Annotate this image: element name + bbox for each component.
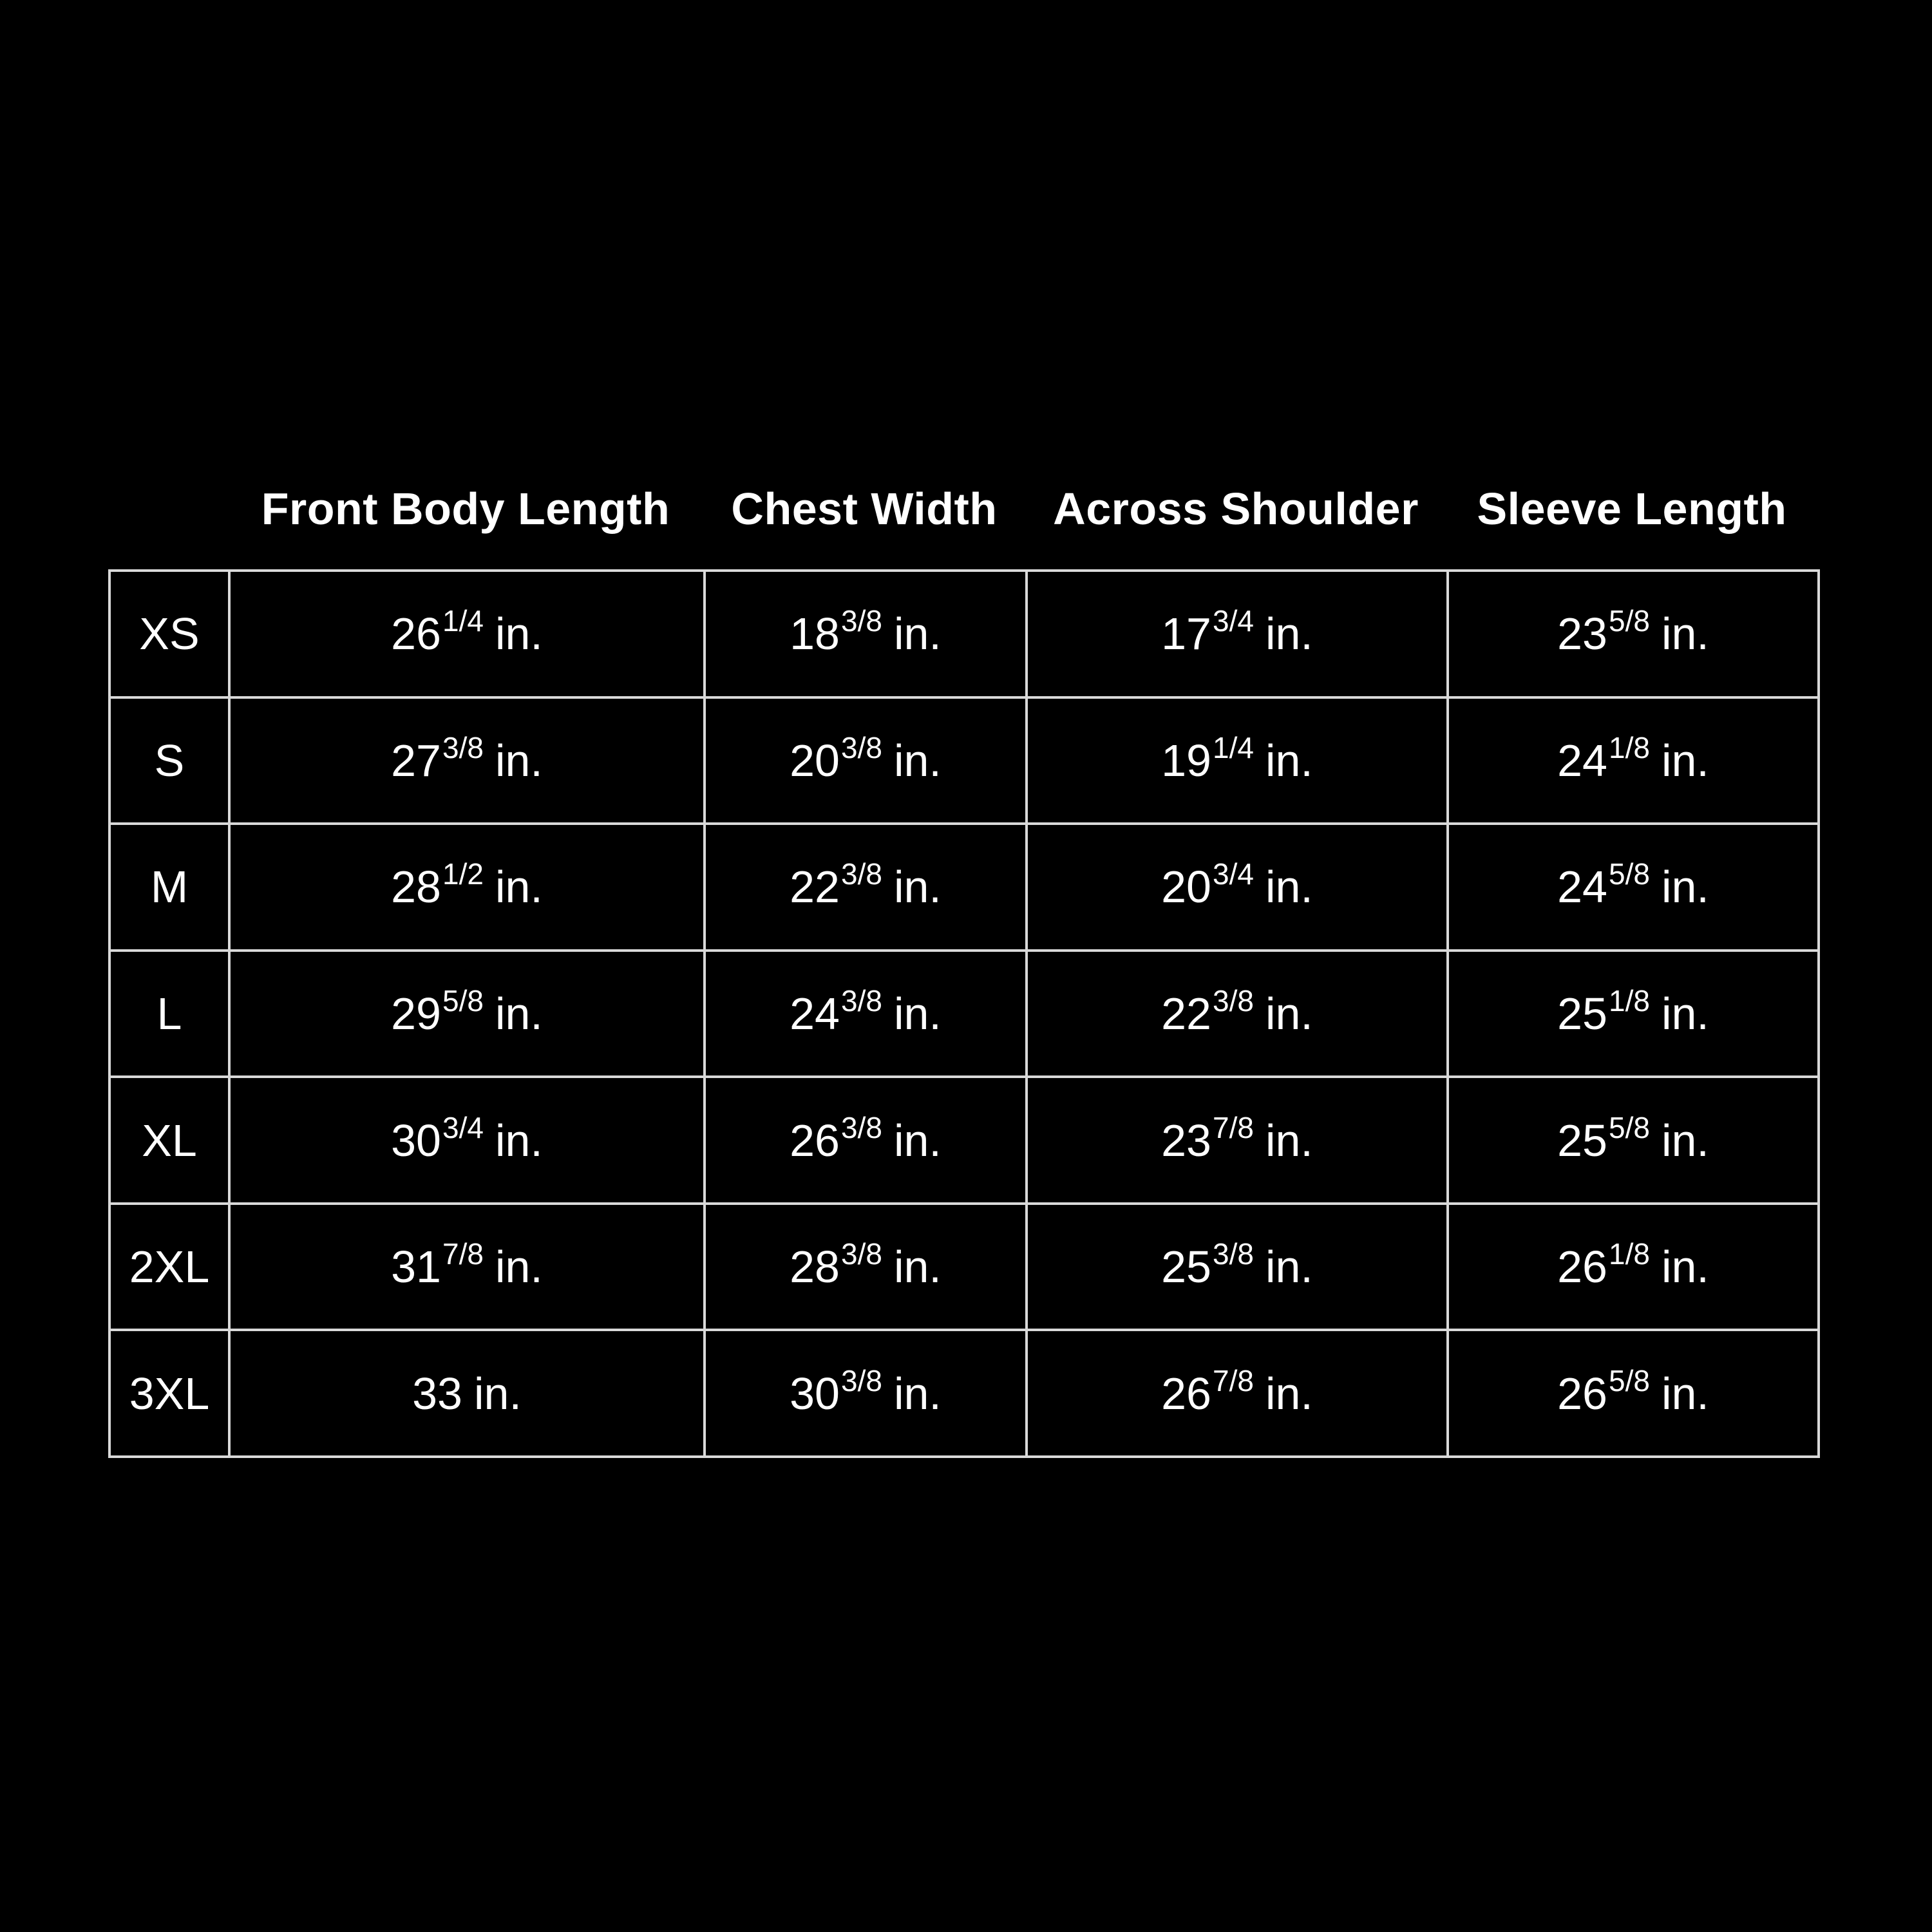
measurement-unit: in. — [1265, 735, 1313, 786]
measurement-cell — [229, 1077, 705, 1204]
size-label: L — [109, 951, 229, 1077]
column-header: Front Body Length — [261, 484, 670, 534]
measurement-cell — [229, 571, 705, 697]
table-row — [109, 697, 1819, 824]
measurement-cell — [1448, 1204, 1819, 1331]
measurement-whole: 30 — [790, 1368, 840, 1419]
measurement-cell — [1027, 951, 1448, 1077]
measurement-whole: 19 — [1161, 735, 1211, 786]
measurement-fraction: 3/8 — [840, 1110, 882, 1144]
measurement-unit: in. — [1265, 988, 1313, 1039]
measurement-unit: in. — [1265, 1115, 1313, 1166]
measurement-whole: 26 — [790, 1115, 840, 1166]
measurement-fraction: 5/8 — [1608, 1110, 1650, 1144]
size-label: 2XL — [109, 1204, 229, 1331]
measurement-fraction: 3/4 — [1212, 604, 1254, 638]
measurement-cell — [1448, 1077, 1819, 1204]
measurement-unit: in. — [495, 1115, 543, 1166]
measurement-whole: 26 — [391, 609, 441, 659]
measurement-fraction: 1/8 — [1608, 730, 1650, 764]
measurement-unit: in. — [1661, 1242, 1709, 1293]
measurement-unit: in. — [1265, 1242, 1313, 1293]
measurement-fraction: 5/8 — [442, 983, 484, 1018]
measurement-fraction: 3/4 — [1212, 857, 1254, 891]
table-row — [109, 1204, 1819, 1331]
measurement-cell — [229, 1204, 705, 1331]
column-header: Chest Width — [731, 484, 998, 534]
measurement-fraction: 7/8 — [1212, 1363, 1254, 1397]
measurement-unit: in. — [495, 988, 543, 1039]
measurement-whole: 23 — [1557, 609, 1607, 659]
table-row — [109, 824, 1819, 951]
measurement-fraction: 7/8 — [1212, 1110, 1254, 1144]
measurement-fraction: 3/8 — [840, 983, 882, 1018]
measurement-cell — [1027, 1077, 1448, 1204]
measurement-cell — [705, 697, 1027, 824]
measurement-fraction: 3/8 — [442, 730, 484, 764]
measurement-whole: 22 — [1161, 988, 1211, 1039]
table-row — [109, 571, 1819, 697]
measurement-cell — [229, 824, 705, 951]
measurement-unit: in. — [1661, 1368, 1709, 1419]
measurement-unit: in. — [495, 735, 543, 786]
size-label: S — [109, 697, 229, 824]
measurement-unit: in. — [1661, 609, 1709, 659]
measurement-unit: in. — [495, 1242, 543, 1293]
measurement-cell — [229, 951, 705, 1077]
measurement-whole: 26 — [1557, 1242, 1607, 1293]
measurement-whole: 24 — [790, 988, 840, 1039]
table-row — [109, 1330, 1819, 1457]
measurement-whole: 28 — [790, 1242, 840, 1293]
measurement-unit: in. — [1265, 1368, 1313, 1419]
measurement-unit: in. — [893, 862, 942, 913]
measurement-cell — [1027, 697, 1448, 824]
measurement-fraction: 5/8 — [1608, 857, 1650, 891]
measurement-whole: 20 — [790, 735, 840, 786]
measurement-cell — [705, 1330, 1027, 1457]
measurement-fraction: 1/2 — [442, 857, 484, 891]
measurement-fraction: 3/8 — [840, 1237, 882, 1271]
size-label: M — [109, 824, 229, 951]
measurement-whole: 25 — [1161, 1242, 1211, 1293]
measurement-unit: in. — [893, 1242, 942, 1293]
measurement-cell — [229, 697, 705, 824]
measurement-cell — [1027, 571, 1448, 697]
column-header-row — [0, 477, 1932, 541]
measurement-fraction: 1/8 — [1608, 1237, 1650, 1271]
measurement-whole: 26 — [1161, 1368, 1211, 1419]
measurement-whole: 28 — [391, 862, 441, 913]
measurement-whole: 22 — [790, 862, 840, 913]
measurement-whole: 25 — [1557, 1115, 1607, 1166]
measurement-fraction: 1/8 — [1608, 983, 1650, 1018]
measurement-unit: in. — [495, 862, 543, 913]
measurement-whole: 30 — [391, 1115, 441, 1166]
measurement-cell — [705, 571, 1027, 697]
measurement-whole: 24 — [1557, 862, 1607, 913]
measurement-fraction: 3/8 — [1212, 1237, 1254, 1271]
measurement-cell — [705, 1077, 1027, 1204]
measurement-whole: 23 — [1161, 1115, 1211, 1166]
size-label: 3XL — [109, 1330, 229, 1457]
measurement-cell — [1027, 824, 1448, 951]
measurement-unit: in. — [1661, 735, 1709, 786]
size-label: XL — [109, 1077, 229, 1204]
measurement-whole: 18 — [790, 609, 840, 659]
table-row — [109, 1077, 1819, 1204]
measurement-unit: in. — [893, 735, 942, 786]
measurement-unit: in. — [473, 1368, 522, 1419]
measurement-fraction: 5/8 — [1608, 1363, 1650, 1397]
measurement-fraction: 3/8 — [840, 857, 882, 891]
measurement-cell — [705, 1204, 1027, 1331]
measurement-unit: in. — [495, 609, 543, 659]
measurement-fraction: 1/4 — [442, 604, 484, 638]
measurement-cell — [1448, 1330, 1819, 1457]
size-label: XS — [109, 571, 229, 697]
measurement-fraction: 7/8 — [442, 1237, 484, 1271]
measurement-fraction: 3/8 — [1212, 983, 1254, 1018]
measurement-cell — [1027, 1330, 1448, 1457]
measurement-cell — [1448, 824, 1819, 951]
measurement-unit: in. — [893, 1368, 942, 1419]
measurement-unit: in. — [1661, 988, 1709, 1039]
measurement-unit: in. — [1265, 862, 1313, 913]
measurement-whole: 24 — [1557, 735, 1607, 786]
measurement-whole: 27 — [391, 735, 441, 786]
table-row — [109, 951, 1819, 1077]
measurement-fraction: 3/8 — [840, 730, 882, 764]
measurement-whole: 31 — [391, 1242, 441, 1293]
measurement-cell — [705, 824, 1027, 951]
measurement-unit: in. — [893, 609, 942, 659]
measurement-whole: 33 — [412, 1368, 462, 1419]
size-table — [108, 569, 1820, 1458]
measurement-fraction: 1/4 — [1212, 730, 1254, 764]
measurement-whole: 29 — [391, 988, 441, 1039]
measurement-fraction: 3/4 — [442, 1110, 484, 1144]
measurement-whole: 25 — [1557, 988, 1607, 1039]
measurement-unit: in. — [893, 1115, 942, 1166]
measurement-fraction: 3/8 — [840, 604, 882, 638]
column-header: Sleeve Length — [1477, 484, 1787, 534]
measurement-whole: 26 — [1557, 1368, 1607, 1419]
measurement-unit: in. — [893, 988, 942, 1039]
measurement-cell — [1448, 697, 1819, 824]
measurement-whole: 17 — [1161, 609, 1211, 659]
measurement-cell — [229, 1330, 705, 1457]
measurement-cell — [1448, 951, 1819, 1077]
measurement-whole: 20 — [1161, 862, 1211, 913]
size-table-body — [109, 571, 1819, 1457]
measurement-cell — [1448, 571, 1819, 697]
measurement-fraction: 3/8 — [840, 1363, 882, 1397]
measurement-cell — [705, 951, 1027, 1077]
measurement-unit: in. — [1265, 609, 1313, 659]
measurement-unit: in. — [1661, 1115, 1709, 1166]
column-header: Across Shoulder — [1053, 484, 1419, 534]
measurement-fraction: 5/8 — [1608, 604, 1650, 638]
measurement-unit: in. — [1661, 862, 1709, 913]
measurement-cell — [1027, 1204, 1448, 1331]
